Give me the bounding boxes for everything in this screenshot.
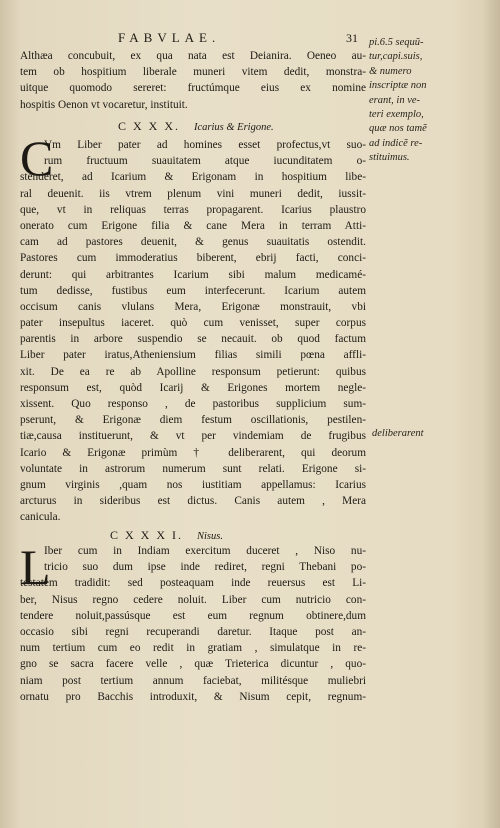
text-line: pserunt, & Erigonæ diem festum oscillationis, pestilen- bbox=[20, 414, 366, 427]
text-line: tricio suo dum ipse inde rediret, regni Thebani po- bbox=[44, 561, 366, 574]
text-line: ral deuenit. iis vtrem plenum vini muneri dedit, iussit- bbox=[20, 187, 366, 200]
fable-title: Nisus. bbox=[197, 531, 223, 542]
text-line: cam ad pastores deuenit, & genus suauitatis ostendit. bbox=[20, 236, 366, 249]
page-number: 31 bbox=[346, 31, 358, 45]
paragraph-althaea bbox=[20, 48, 366, 113]
section-heading-nisus bbox=[110, 527, 340, 544]
margin-note-line: inscriptæ non bbox=[369, 80, 427, 92]
text-line: Liber pater iratus,Atheniensium filias simili pœna affli- bbox=[20, 349, 366, 362]
text-line: ornatu pro Bacchis introduxit, & Nisum cepit, regnum- bbox=[20, 690, 366, 703]
text-line: occasio sibi regni recuperandi daretur. Itaque post an- bbox=[20, 625, 366, 638]
page-edge-shadow bbox=[482, 0, 500, 828]
fable-number: C X X X. bbox=[118, 119, 181, 133]
margin-note-line: quæ nos tamẽ bbox=[369, 123, 427, 135]
text-line: num tertium cum eo redit in gratiam , simulatque in re- bbox=[20, 642, 366, 655]
text-line: canicula. bbox=[20, 511, 61, 524]
text-line: tem ob hospitium liberale muneri vitem dedit, monstra- bbox=[20, 66, 366, 79]
text-line: tum dedisse, fustibus eum interfecerunt. Icarium autem bbox=[20, 284, 366, 297]
text-line: derunt: qui arbitrantes Icarium sibi malum medicamé- bbox=[20, 268, 366, 281]
text-line: ber, Nisus regno cedere noluit. Liber cum nutricio con- bbox=[20, 593, 366, 606]
margin-note-variant: deliberarent bbox=[372, 428, 424, 439]
text-line: xit. De ea re ab Apolline responsum petierunt: quibus bbox=[20, 365, 366, 378]
margin-note-line: pi.6.5 sequũ- bbox=[369, 37, 424, 48]
text-line: gno se sacra facere velle , quæ Trieterica dicuntur , quo- bbox=[20, 658, 366, 671]
paragraph-icarius bbox=[20, 130, 366, 526]
text-line: parentis in arbore suspendio se necauit. ob quod factum bbox=[20, 333, 366, 346]
drop-cap-initial: C bbox=[20, 130, 54, 186]
text-line: Iber cum in Indiam exercitum duceret , Niso nu- bbox=[44, 545, 366, 557]
text-line: Althæa concubuit, ex qua nata est Deianira. Oeneo au- bbox=[20, 50, 366, 62]
margin-note-line: erant, in ve- bbox=[369, 94, 421, 106]
text-line: xissent. Quo responso , de pastoribus supplicium sum- bbox=[20, 398, 366, 410]
margin-note-line: & numero bbox=[369, 65, 412, 77]
text-line: Vm Liber pater ad homines esset profectus,vt suo- bbox=[44, 139, 366, 151]
margin-note-line: teri exemplo, bbox=[369, 109, 424, 121]
margin-note-line: ad indicẽ re- bbox=[369, 137, 423, 149]
text-line: que, vt in reliquas terras propagarent. Icarius plaustro bbox=[20, 203, 366, 216]
fable-title: Icarius & Erigone. bbox=[194, 122, 274, 133]
text-line: responsum est, quòd Icarij & Erigones mortem negle- bbox=[20, 381, 366, 394]
text-line: uitque quomodo sereret: fructúmque eius ex nomine bbox=[20, 82, 366, 95]
drop-cap-initial: L bbox=[20, 539, 51, 595]
text-line: onerato cum Erigone filia & cane Mera in terram Atti- bbox=[20, 219, 366, 232]
running-title: FABVLAE. bbox=[118, 30, 221, 45]
margin-note-line: stituimus. bbox=[369, 152, 410, 164]
paragraph-nisus bbox=[20, 539, 366, 705]
fable-number: C X X X I. bbox=[110, 528, 183, 542]
text-line: tiæ,causa instituerunt, & vt per vindemiam de frugibus bbox=[20, 430, 366, 443]
page-header bbox=[118, 30, 358, 46]
section-heading-icarius bbox=[118, 118, 348, 135]
text-line: pater insepultus iaceret. quò cum venisset, super corpus bbox=[20, 317, 366, 330]
text-line: arcturus in sideribus est dictus. Canis autem , Mera bbox=[20, 495, 366, 508]
text-line: Pastores cum immoderatius biberent, ebrij facti, conci- bbox=[20, 252, 366, 265]
text-line: tendere noluit,passúsque est eum regnum obtinere,dum bbox=[20, 609, 366, 622]
text-line: gnum virginis ,quam nos iustitiam appellamus: Icarius bbox=[20, 478, 366, 491]
margin-note bbox=[369, 36, 479, 166]
text-line: niam post tertium annum faciebat, militésque muliebri bbox=[20, 674, 366, 687]
margin-note-line: tur,capi.suis, bbox=[369, 51, 423, 63]
text-line: stenderet, ad Icarium & Erigonam in hospitium libe- bbox=[20, 171, 366, 184]
text-line: testatem tradidit: sed posteaquam inde reuersus est Li- bbox=[20, 577, 366, 590]
text-line: rum fructuum suauitatem atque iucunditatem o- bbox=[44, 155, 366, 168]
text-line: occisum canis vlulans Mera, Erigonæ monstrauit, vbi bbox=[20, 300, 366, 313]
text-line: Icario & Erigonæ primùm † deliberarent, qui deorum bbox=[20, 446, 366, 459]
text-line: hospitis Oenon vt vocaretur, instituit. bbox=[20, 98, 188, 111]
text-line: voluntate in astrorum numerum sunt relati. Erigone si- bbox=[20, 462, 366, 475]
